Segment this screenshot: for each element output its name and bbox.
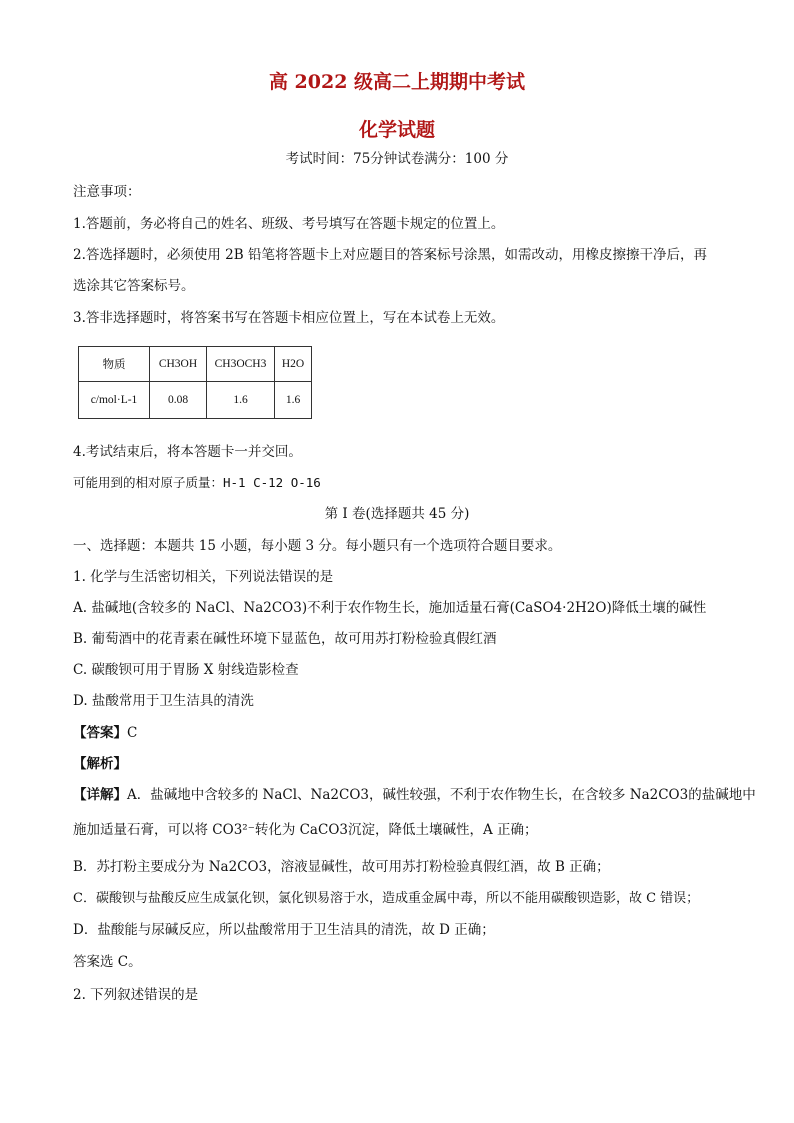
- table-header-cell: CH3OH: [150, 347, 207, 382]
- volume-heading: 第 I 卷(选择题共 45 分): [324, 506, 470, 522]
- question-1-option-b: B. 葡萄酒中的花青素在碱性环境下显蓝色，故可用苏打粉检验真假红酒: [73, 631, 497, 647]
- exam-title: 高 2022 级高二上期期中考试: [268, 71, 526, 93]
- table-cell: 1.6: [207, 382, 275, 419]
- table-cell: 0.08: [150, 382, 207, 419]
- note-2-line-2: 选涂其它答案标号。: [73, 278, 195, 294]
- detail-b: B．苏打粉主要成分为 Na2CO3，溶液显碱性，故可用苏打粉检验真假红酒，故 B 正确；: [73, 859, 610, 875]
- detail-a-line-2: 施加适量石膏，可以将 CO3²⁻转化为 CaCO3沉淀，降低土壤碱性，A 正确；: [73, 822, 538, 838]
- detail-d: D．盐酸能与尿碱反应，所以盐酸常用于卫生洁具的清洗，故 D 正确；: [73, 922, 495, 938]
- section-instruction: 一、选择题：本题共 15 小题，每小题 3 分。每小题只有一个选项符合题目要求。: [73, 538, 562, 554]
- detail-c: C．碳酸钡与盐酸反应生成氯化钡，氯化钡易溶于水，造成重金属中毒，所以不能用碳酸钡造影，故 C 错误；: [73, 891, 700, 906]
- detail-a-text: A．盐碱地中含较多的 NaCl、Na2CO3，碱性较强，不利于农作物生长，在含较多 Na2CO3的盐碱地中: [127, 787, 756, 803]
- table-header-row: [79, 347, 312, 382]
- detail-label: 【详解】: [73, 787, 127, 803]
- conclusion: 答案选 C。: [73, 954, 142, 970]
- question-1-option-a: A. 盐碱地(含较多的 NaCl、Na2CO3)不利于农作物生长，施加适量石膏(CaSO4·2H2O)降低土壤的碱性: [73, 600, 707, 616]
- analysis-label: 【解析】: [73, 756, 127, 772]
- subject-title: 化学试题: [358, 119, 435, 141]
- exam-info: 考试时间：75分钟试卷满分：100 分: [285, 151, 509, 167]
- table-row-label: c/mol·L-1: [79, 382, 150, 419]
- table-header-cell: 物质: [79, 347, 150, 382]
- concentration-table: [78, 346, 312, 419]
- note-1: 1.答题前，务必将自己的姓名、班级、考号填写在答题卡规定的位置上。: [73, 216, 505, 232]
- question-1-option-c: C. 碳酸钡可用于胃肠 X 射线造影检查: [73, 662, 299, 678]
- note-4: 4.考试结束后，将本答题卡一并交回。: [73, 444, 302, 460]
- notes-heading: 注意事项：: [73, 184, 141, 200]
- table-row: [79, 382, 312, 419]
- note-3: 3.答非选择题时，将答案书写在答题卡相应位置上，写在本试卷上无效。: [73, 310, 505, 326]
- question-2-stem: 2. 下列叙述错误的是: [73, 987, 199, 1003]
- question-1-option-d: D. 盐酸常用于卫生洁具的清洗: [73, 693, 254, 709]
- table-header-cell: CH3OCH3: [207, 347, 275, 382]
- atomic-mass-line: 可能用到的相对原子质量：H-1 C-12 O-16: [73, 475, 321, 490]
- answer-label: 【答案】: [73, 725, 127, 741]
- detail-a-line-1: [73, 786, 756, 804]
- table-cell: 1.6: [275, 382, 312, 419]
- answer-line: [73, 724, 137, 742]
- note-2-line-1: 2.答选择题时，必须使用 2B 铅笔将答题卡上对应题目的答案标号涂黑，如需改动，用橡皮擦擦干净后，再: [73, 247, 707, 263]
- answer-value: C: [127, 725, 138, 741]
- table-header-cell: H2O: [275, 347, 312, 382]
- question-1-stem: 1. 化学与生活密切相关，下列说法错误的是: [73, 569, 334, 585]
